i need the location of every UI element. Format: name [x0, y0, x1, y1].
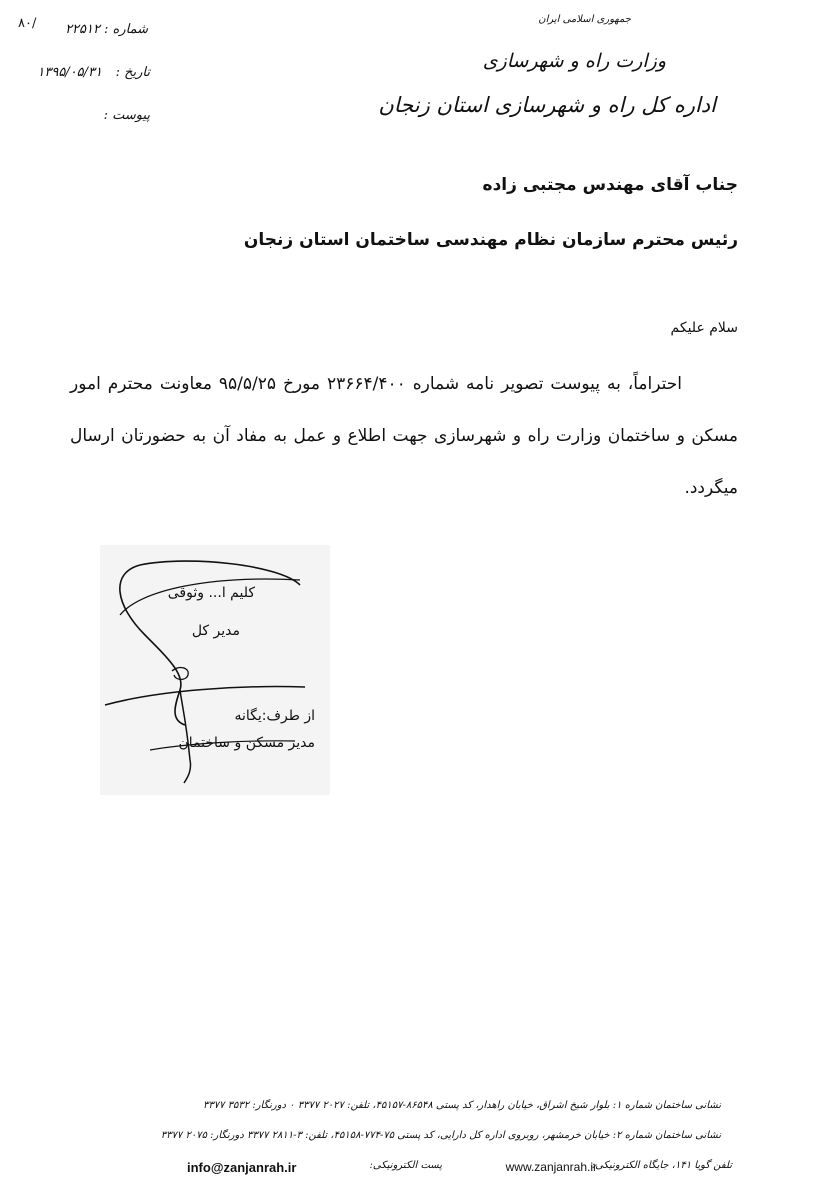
letter-date [10, 65, 150, 80]
letter-date-label: تاریخ : [115, 65, 150, 80]
footer-email-label: پست الکترونیکی: [369, 1160, 442, 1171]
on-behalf-title: مدیر مسکن و ساختمان [178, 735, 315, 751]
addressee-title: رئیس محترم سازمان نظام مهندسی ساختمان استان زنجان [243, 230, 738, 250]
letter-attachment-label: پیوست : [103, 108, 150, 123]
letter-number-value: ۲۲۵۱۲ [65, 22, 100, 37]
header-directorate: اداره کل راه و شهرسازی استان زنجان [378, 93, 716, 117]
header-republic: جمهوری اسلامی ایران [538, 14, 631, 25]
signer-name: کلیم ا... وثوقی [167, 585, 255, 601]
footer-contact [187, 1160, 732, 1178]
signature-scribble [100, 545, 330, 795]
letter-number-label: شماره : [104, 22, 148, 37]
letter-date-value: ۱۳۹۵/۰۵/۳۱ [37, 65, 102, 80]
signature-stamp [100, 545, 330, 795]
letter-number [60, 22, 148, 37]
letter-number-suffix: ۸۰/ [18, 16, 37, 31]
footer-website[interactable]: www.zanjanrah.ir [505, 1160, 597, 1174]
letter-body: احتراماً، به پیوست تصویر نامه شماره ۲۳۶۶۴/۴۰۰ مورخ ۹۵/۵/۲۵ معاونت محترم امور مسکن و ساختمان وزارت راه و شهرسازی جهت اطلاع و عمل به مفاد آن به حضورتان ارسال میگردد. [70, 374, 738, 498]
letter-attachment [10, 108, 150, 123]
footer-address-1: نشانی ساختمان شماره ۱: بلوار شیخ اشراق، خیابان راهدار، کد پستی ۸۶۵۴۸-۴۵۱۵۷، تلفن: ۲۰۲۷ ۳۳۷۷ ۰ دورنگار: ۳۵۳۲ ۳۳۷۷ [202, 1100, 721, 1111]
on-behalf-of: از طرف:یگانه [234, 708, 315, 724]
footer-phone-line: تلفن گویا ۱۴۱، جایگاه الکترونیکی: [591, 1160, 732, 1171]
signer-title: مدیر کل [191, 623, 240, 639]
addressee-name: جناب آقای مهندس مجتبی زاده [482, 175, 738, 195]
header-ministry: وزارت راه و شهرسازی [482, 50, 666, 72]
footer-address-2: نشانی ساختمان شماره ۲: خیابان خرمشهر، روبروی اداره کل دارایی، کد پستی ۷۵-۷۷۴-۴۵۱۵۸، تلفن: ۳-۲۸۱۱ ۳۳۷۷ دورنگار: ۲۰۷۵ ۳۳۷۷ [160, 1130, 721, 1141]
greeting: سلام علیکم [670, 320, 738, 336]
footer-email[interactable]: info@zanjanrah.ir [187, 1160, 297, 1175]
